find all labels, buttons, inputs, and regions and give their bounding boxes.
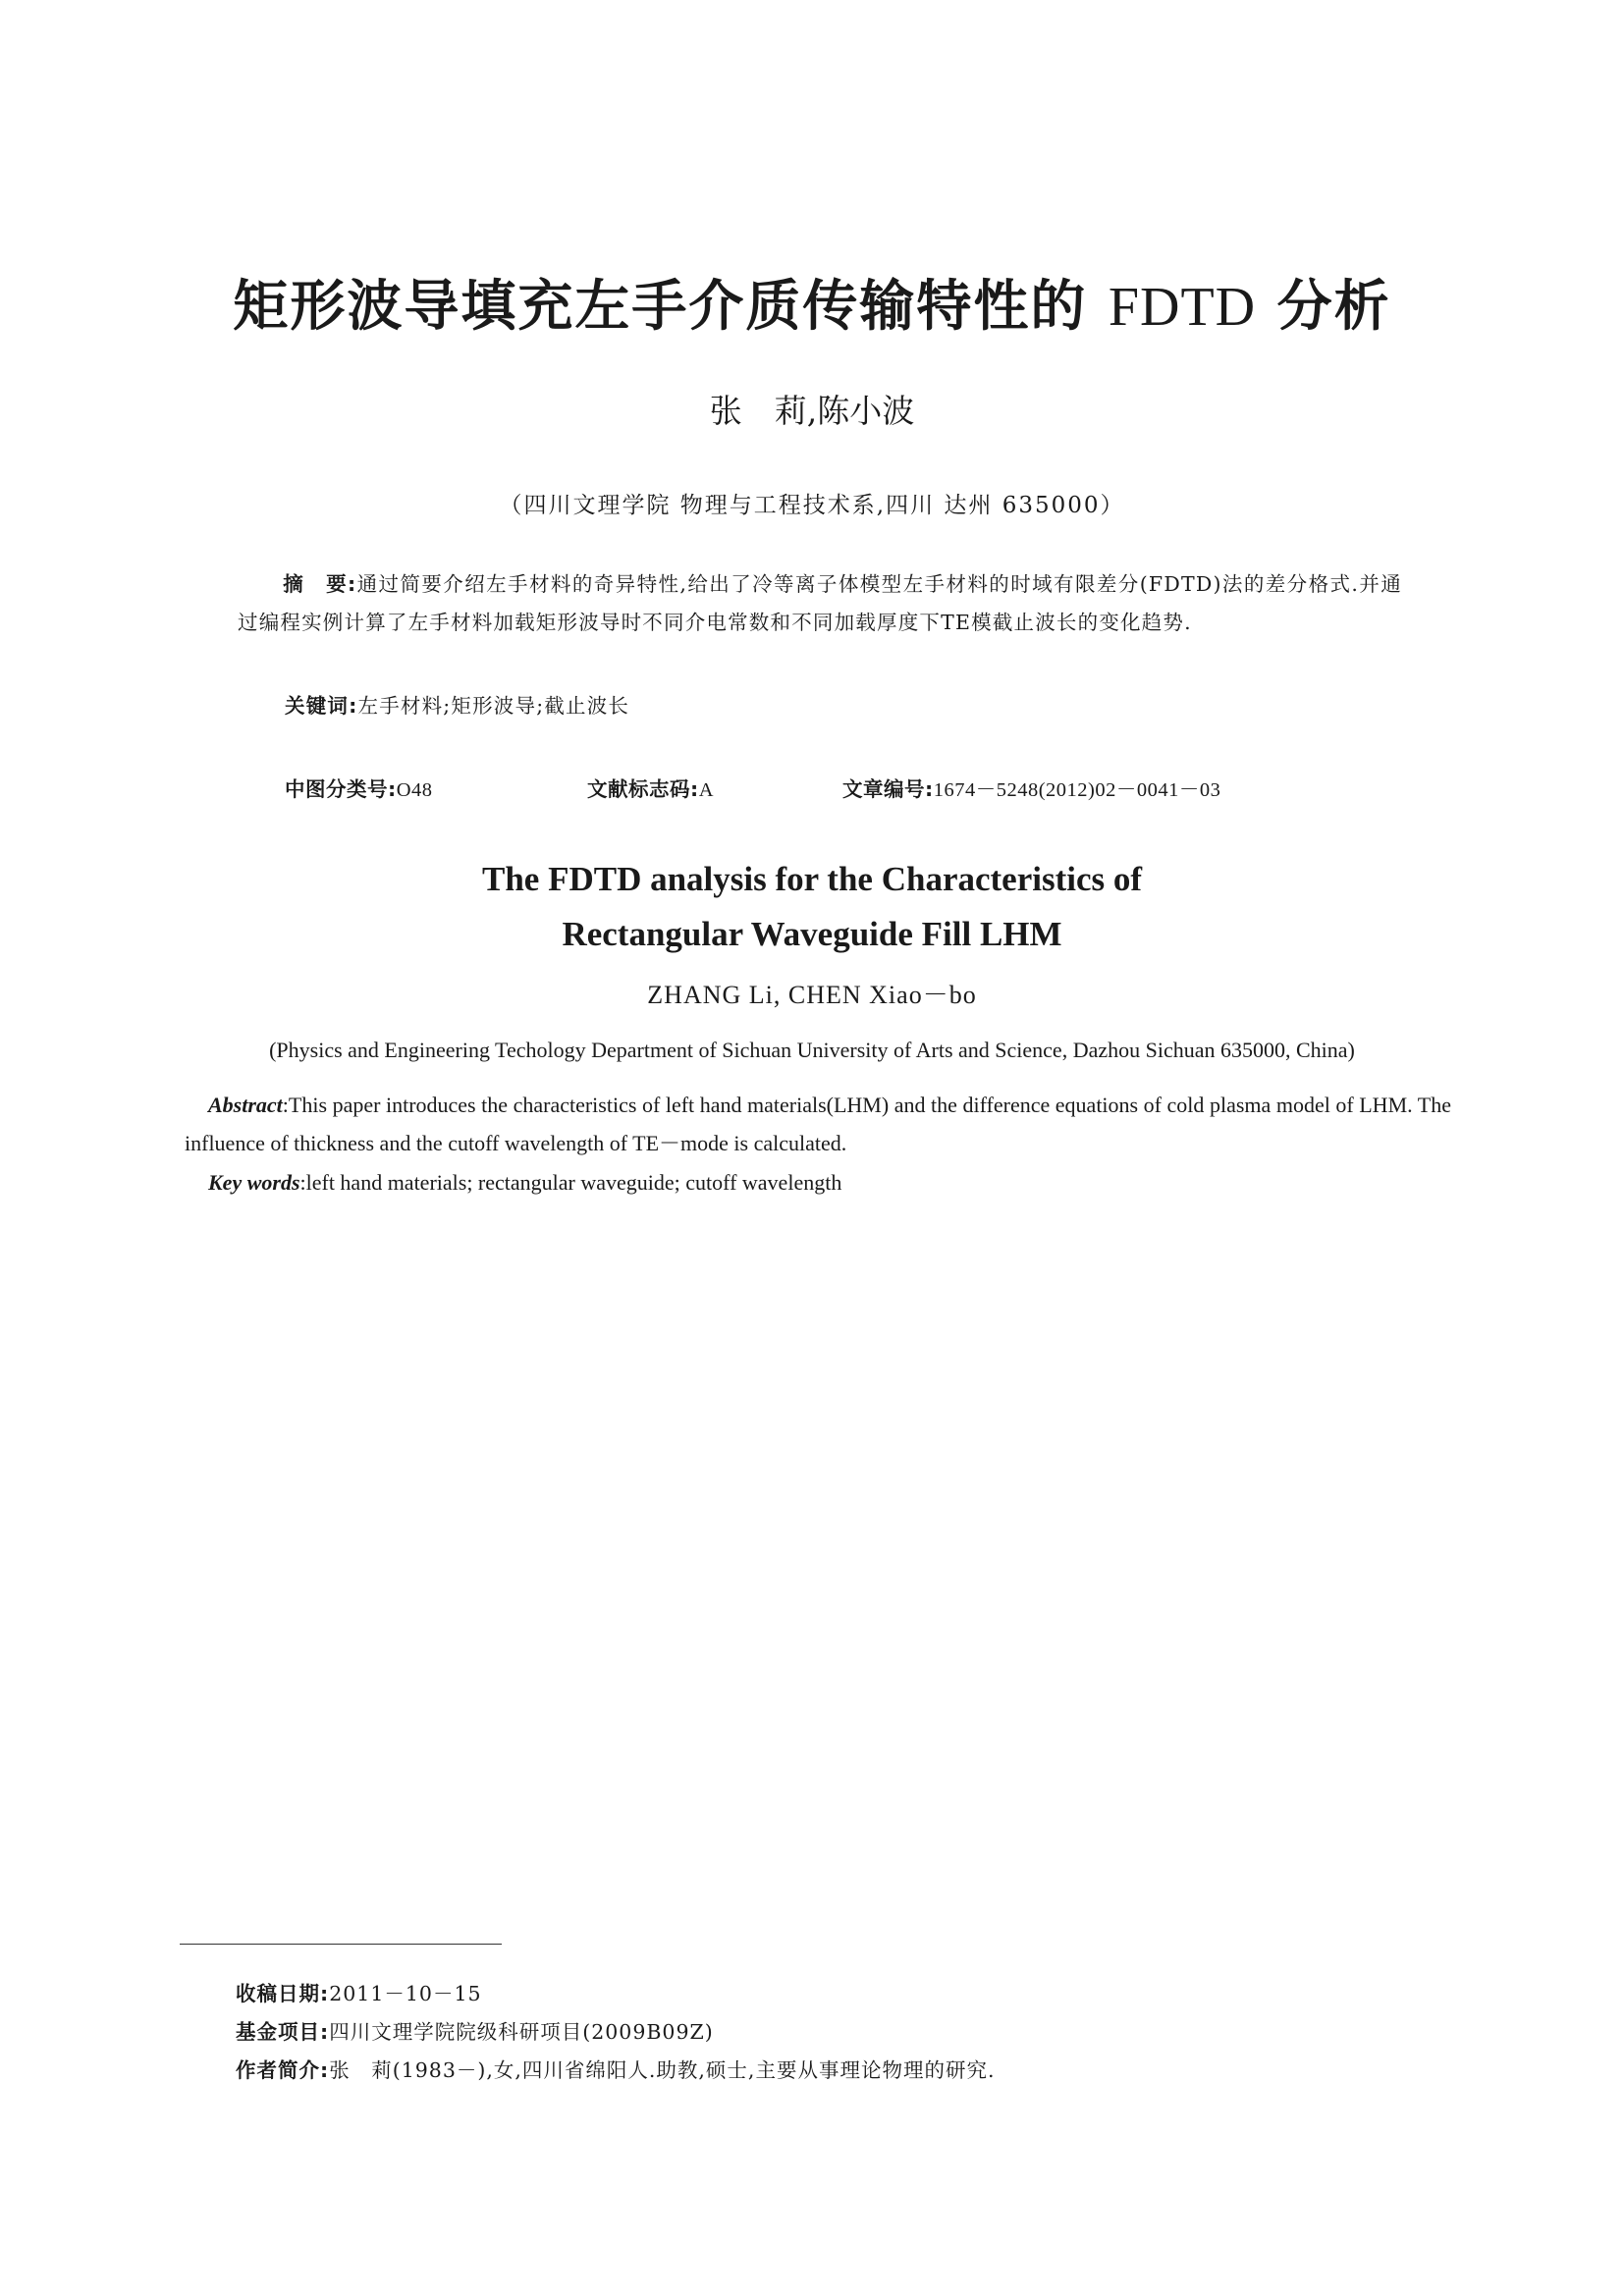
document-code-value: A (698, 779, 715, 801)
english-abstract-label: Abstract (208, 1093, 283, 1117)
chinese-title-latin: FDTD (1108, 277, 1257, 338)
chinese-keywords-text: 左手材料;矩形波导;截止波长 (357, 694, 630, 718)
fund-value: 四川文理学院院级科研项目(2009B09Z) (329, 2020, 714, 2044)
fund-label: 基金项目: (236, 2020, 330, 2044)
clc-number (285, 773, 433, 802)
document-code (587, 773, 714, 802)
chinese-abstract-label: 摘 要: (283, 572, 357, 596)
english-affiliation: (Physics and Engineering Techology Department of Sichuan University of Arts and Science, Dazhou Sichuan 635000, China) (269, 1038, 1355, 1062)
english-title-line1: The FDTD analysis for the Characteristics of (481, 860, 1143, 898)
english-keywords-label: Key words (208, 1170, 300, 1195)
article-number (842, 773, 1220, 802)
chinese-authors: 张 莉,陈小波 (709, 392, 915, 430)
chinese-keywords (285, 689, 629, 719)
chinese-affiliation: （四川文理学院 物理与工程技术系,四川 达州 635000） (499, 493, 1125, 518)
author-bio-label: 作者简介: (236, 2058, 330, 2082)
chinese-abstract-text: 通过简要介绍左手材料的奇异特性,给出了冷等离子体模型左手材料的时域有限差分(FDTD)法的差分格式.并通过编程实例计算了左手材料加载矩形波导时不同介电常数和不同加载厚度下TE模截止波长的变化趋势. (238, 572, 1402, 634)
chinese-title-tail: 分析 (1276, 275, 1391, 339)
english-authors: ZHANG Li, CHEN Xiao－bo (647, 981, 977, 1009)
english-keywords (208, 1170, 841, 1196)
clc-value: O48 (396, 779, 433, 801)
article-number-label: 文章编号: (842, 777, 934, 801)
chinese-title-main: 矩形波导填充左手介质传输特性的 (233, 275, 1088, 339)
document-code-label: 文献标志码: (587, 777, 699, 801)
received-date-value: 2011－10－15 (329, 1982, 482, 2005)
english-title-line2: Rectangular Waveguide Fill LHM (562, 915, 1062, 953)
footnote-author-bio (236, 2054, 995, 2083)
english-title (0, 852, 1624, 962)
footnote-received-date (236, 1977, 482, 2006)
clc-label: 中图分类号: (285, 777, 397, 801)
article-number-value: 1674－5248(2012)02－0041－03 (933, 779, 1221, 801)
chinese-keywords-label: 关键词: (285, 694, 358, 718)
author-bio-value: 张 莉(1983－),女,四川省绵阳人.助教,硕士,主要从事理论物理的研究. (329, 2058, 996, 2082)
footnote-divider (180, 1944, 502, 1945)
chinese-abstract (238, 565, 1402, 642)
english-abstract-text: :This paper introduces the characteristics of left hand materials(LHM) and the difference equations of cold plasma model of LHM. The influence of thickness and the cutoff wavelength of TE－mode is calculated. (185, 1093, 1451, 1155)
chinese-title (0, 263, 1624, 342)
english-abstract (185, 1086, 1451, 1162)
footnote-fund (236, 2015, 714, 2045)
received-date-label: 收稿日期: (236, 1982, 330, 2005)
english-keywords-text: :left hand materials; rectangular waveguide; cutoff wavelength (299, 1170, 842, 1195)
